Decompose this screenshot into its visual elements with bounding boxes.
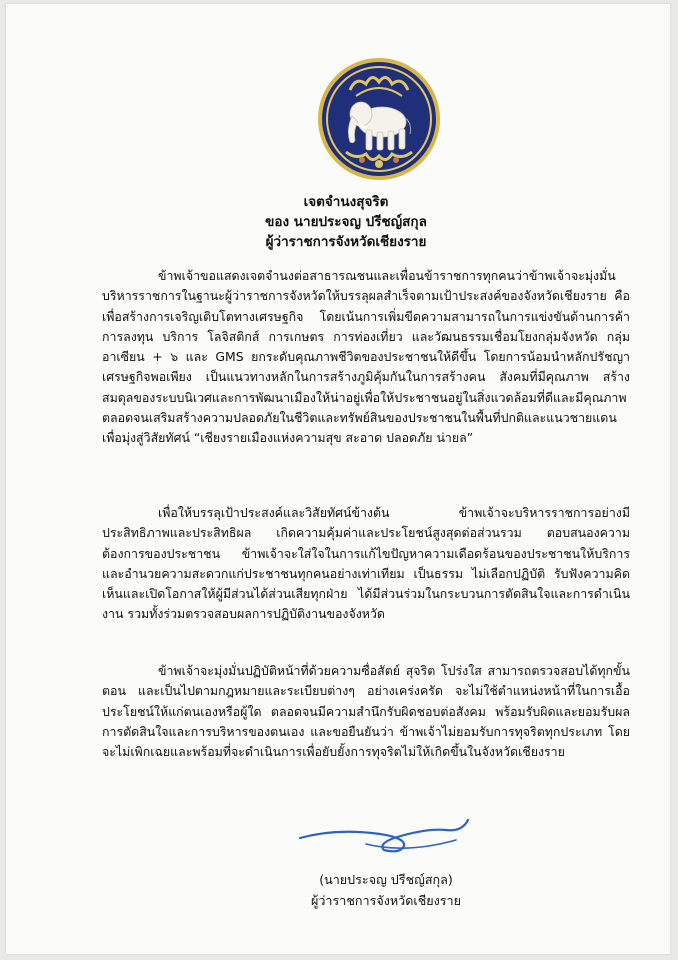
paragraph-1: ข้าพเจ้าขอแสดงเจตจำนงต่อสาธารณชนและเพื่อนข้าราชการทุกคนว่าข้าพเจ้าจะมุ่งมั่นบริหารราชการในฐานะผู้ว่าราชการจังหวัดให้บรรลุผลสำเร็จตามเป้าประสงค์ของจังหวัดเชียงราย คือ เพื่อสร้างการเจริญเติบโตทางเศรษฐกิจ โดยเน้นการเพิ่มขีดความสามารถในการแข่งขันด้านการค้า การลงทุน บริการ โลจิสติกส์ การเกษตร การท่องเที่ยว และวัฒนธรรมเชื่อมโยงกลุ่มจังหวัด กลุ่มอาเซียน + ๖ และ GMS ยกระดับคุณภาพชีวิตของประชาชนให้ดีขึ้น โดยการน้อมนำหลักปรัชญาเศรษฐกิจพอเพียง เป็นแนวทางหลักในการสร้างภูมิคุ้มกันในการสร้างคน สังคมที่มีคุณภาพ สร้างสมดุลของระบบนิเวศและการพัฒนาเมืองให้น่าอยู่เพื่อให้ประชาชนอยู่ในสิ่งแวดล้อมที่ดีและมีคุณภาพ ตลอดจนเสริมสร้างความปลอดภัยในชีวิตและทรัพย์สินของประชาชนในพื้นที่ปกติและแนวชายแดน เพื่อมุ่งสู่วิสัยทัศน์ “เชียงรายเมืองแห่งความสุข สะอาด ปลอดภัย น่ายล” [102,268,630,446]
document-page [6,4,670,954]
document-header [196,192,496,252]
paragraph-2: เพื่อให้บรรลุเป้าประสงค์และวิสัยทัศน์ข้างต้น ข้าพเจ้าจะบริหารราชการอย่างมีประสิทธิภาพและประสิทธิผล เกิดความคุ้มค่าและประโยชน์สูงสุดต่อส่วนรวม ตอบสนองความต้องการของประชาชน ข้าพเจ้าจะใส่ใจในการแก้ไขปัญหาความเดือดร้อนของประชาชนให้บริการและอำนวยความสะดวกแก่ประชาชนทุกคนอย่างเท่าเทียม เป็นธรรม ไม่เลือกปฏิบัติ รับฟังความคิดเห็นและเปิดโอกาสให้ผู้มีส่วนได้ส่วนเสียทุกฝ่าย ได้มีส่วนร่วมในกระบวนการตัดสินใจและการดำเนินงาน รวมทั้งร่วมตรวจสอบผลการปฏิบัติงานของจังหวัด [102,505,630,622]
paragraph-3: ข้าพเจ้าจะมุ่งมั่นปฏิบัติหน้าที่ด้วยความซื่อสัตย์ สุจริต โปร่งใส สามารถตรวจสอบได้ทุกขั้นตอน และเป็นไปตามกฎหมายและระเบียบต่างๆ อย่างเคร่งครัด จะไม่ใช้ตำแหน่งหน้าที่ในการเอื้อประโยชน์ให้แก่ตนเองหรือผู้ใด ตลอดจนมีความสำนึกรับผิดชอบต่อสังคม พร้อมรับผิดและยอมรับผลการตัดสินใจและการบริหารของตนเอง และขอยืนยันว่า ข้าพเจ้าไม่ยอมรับการทุจริตทุกประเภท โดยจะไม่เพิกเฉยและพร้อมที่จะดำเนินการเพื่อยับยั้งการทุจริตไม่ให้เกิดขึ้นในจังหวัดเชียงราย [102,663,631,760]
province-seal-icon [316,56,442,182]
signature-icon [296,810,476,860]
document-title: เจตจำนงสุจริต [303,194,389,210]
declarant-position: ผู้ว่าราชการจังหวัดเชียงราย [265,234,427,250]
signatory-position: ผู้ว่าราชการจังหวัดเชียงราย [310,893,462,908]
declarant-name: ของ นายประจญ ปรีชญ์สกุล [265,214,427,230]
signatory-name: (นายประจญ ปรีชญ์สกุล) [319,872,453,887]
signature-block [256,869,516,911]
